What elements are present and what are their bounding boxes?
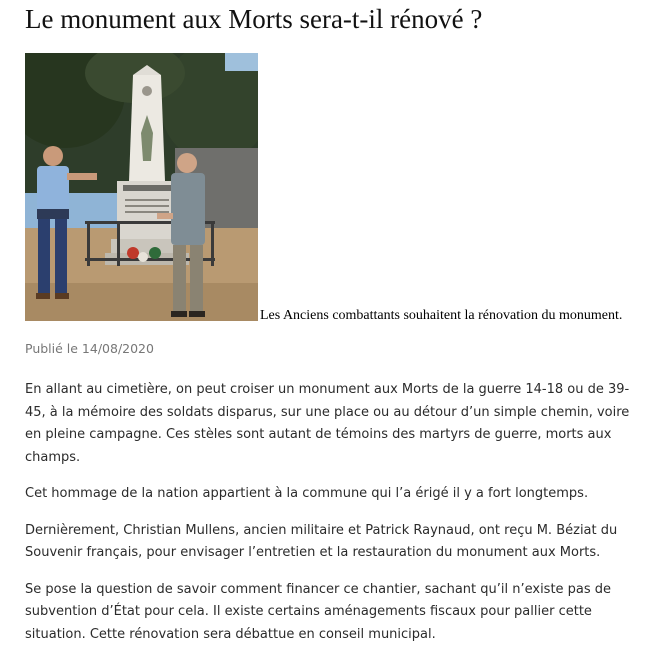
article-paragraph: Cet hommage de la nation appartient à la commune qui l’a érigé il y a fort longtemps. [25, 486, 589, 501]
monument-photo [25, 53, 258, 321]
publish-date: Publié le 14/08/2020 [25, 341, 154, 356]
article-paragraph: Dernièrement, Christian Mullens, ancien militaire et Patrick Raynaud, ont reçu M. Béziat du Souvenir français, pour envisager l’entretien et la restauration du monument aux Morts. [25, 522, 618, 560]
article-body [25, 379, 637, 660]
article-paragraph: En allant au cimetière, on peut croiser un monument aux Morts de la guerre 14-18 ou de 39-45, à la mémoire des soldats disparus, sur une place ou au détour d’un simple chemin, voire en pleine campagne. Ces stèles sont autant de témoins des martyrs de guerre, morts aux champs. [25, 382, 630, 465]
photo-caption: Les Anciens combattants souhaitent la rénovation du monument. [260, 308, 623, 323]
article-paragraph: Se pose la question de savoir comment financer ce chantier, sachant qu’il n’existe pas de subvention d’État pour cela. Il existe certains aménagements fiscaux pour pallier cette situation. Cette rénovation sera débattue en conseil municipal. [25, 581, 612, 642]
article-title: Le monument aux Morts sera-t-il rénové ? [25, 4, 483, 34]
